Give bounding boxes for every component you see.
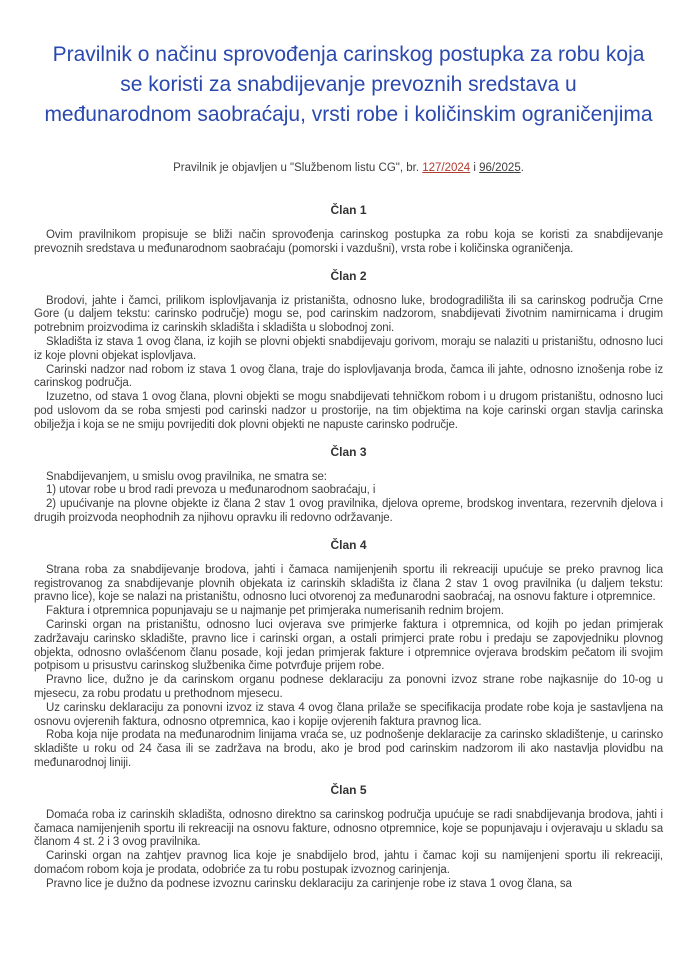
article-5-heading: Član 5 — [330, 782, 367, 797]
article-paragraph: Uz carinsku deklaraciju za ponovni izvoz iz stava 4 ovog člana prilaže se specifikacija prodate robe koja je sastavljena na osnovu ovjerenih faktura, odnosno otpremnica, kao i kopije ovjerenih faktura pravnog lica. — [34, 701, 663, 728]
article-5 — [34, 783, 663, 892]
article-1 — [34, 203, 663, 257]
article-paragraph: Carinski organ na pristaništu, odnosno luci ovjerava sve primjerke faktura i otpremnica, od kojih po jedan primjerak zadržavaju carinsko skladište, pravno lice i carinski organ, a ostali primjerci prate robu i predaju se zapovjedniku plovnog objekta, odnosno ovlašćenom članu posade, koji jedan primjerak fakture i otpremnice ovjerava brodskim pečatom ili svojim potpisom u prisustvu carinskog službenika čime potvrđuje prijem robe. — [34, 618, 663, 673]
article-paragraph: 1) utovar robe u brod radi prevoza u međunarodnom saobraćaju, i — [46, 484, 376, 497]
page-title: Pravilnik o načinu sprovođenja carinskog postupka za robu koja se koristi za snabdijevanje prevoznih sredstava u međunarodnom saobraćaju, vrsti robe i količinskim ograničenjima — [44, 43, 653, 126]
article-paragraph: Roba koja nije prodata na međunarodnim linijama vraća se, uz podnošenje deklaracije za carinsko skladištenje, u carinsko skladište u roku od 24 časa ili se zadržava na brodu, ako je brod pod carinskim nadzorom ili ako nastavlja plovidbu na međunarodnoj liniji. — [34, 729, 663, 769]
article-paragraph: Brodovi, jahte i čamci, prilikom isplovljavanja iz pristaništa, odnosno luke, brodogradilišta ili sa carinskog područja Crne Gore (u daljem tekstu: carinsko područje) mogu se, pod carinskim nadzorom, snabdijevati životnim namirnicama i drugim potrebnim proizvodima iz carinskih skladišta i skladišta u slobodnoj zoni. — [34, 294, 663, 335]
article-4-heading: Član 4 — [330, 537, 367, 552]
article-paragraph: Skladišta iz stava 1 ovog člana, iz kojih se plovni objekti snabdijevaju gorivom, moraju se nalaziti u pristaništu, odnosno luci iz koje plovni objekat isplovljava. — [34, 335, 663, 362]
article-3-heading: Član 3 — [330, 444, 367, 459]
article-paragraph: Ovim pravilnikom propisuje se bliži način sprovođenja carinskog postupka za robu koja se koristi za snabdijevanje prevoznih sredstava u međunarodnom saobraćaju (pomorski i vazdušni), vrsta robe i količinska ograničenja. — [34, 229, 663, 255]
article-1-heading: Član 1 — [330, 203, 367, 217]
article-paragraph: 2) upućivanje na plovne objekte iz člana 2 stav 1 ovog pravilnika, djelova opreme, brodskog inventara, rezervnih djelova i drugih proizvoda neophodnih za njihovu opravku ili redovno održavanje. — [34, 498, 663, 524]
publication-suffix: . — [520, 162, 524, 174]
article-4 — [34, 538, 663, 771]
article-paragraph: Carinski organ na zahtjev pravnog lica koje je snabdijelo brod, jahtu i čamac koji su namijenjeni sportu ili rekreaciji, domaćom robom koja je prodata, odobriće za tu robu postupak izvoznog carinjenja. — [34, 850, 663, 876]
article-paragraph: Pravno lice, dužno je da carinskom organu podnese deklaraciju za ponovni izvoz strane robe najkasnije do 10-og u mjesecu, za robu prodatu u prethodnom mjesecu. — [34, 674, 663, 700]
article-2-heading: Član 2 — [330, 268, 367, 283]
publication-note — [34, 161, 663, 175]
article-paragraph: Pravno lice je dužno da podnese izvoznu carinsku deklaraciju za carinjenje robe iz stava 1 ovog člana, sa — [46, 877, 572, 890]
publication-separator: i — [470, 162, 480, 174]
gazette-link-96-2025[interactable]: 96/2025 — [479, 162, 521, 174]
publication-prefix: Pravilnik je objavljen u "Službenom listu CG", br. — [173, 162, 423, 174]
article-paragraph: Strana roba za snabdijevanje brodova, jahti i čamaca namijenjenih sportu ili rekreaciji upućuje se preko pravnog lica registrovanog za snabdijevanje plovnih objekata iz carinskih skladišta iz člana 2 stav 1 ovog pravilnika (u daljem tekstu: pravno lice), koje se nalazi na pristaništu, odnosno luci otvorenoj za međunarodni saobraćaj, na osnovu fakture i otpremnice. — [34, 563, 663, 604]
article-paragraph: Izuzetno, od stava 1 ovog člana, plovni objekti se mogu snabdijevati tehničkom robom i u drugom pristaništu, odnosno luci pod uslovom da se roba smjesti pod carinski nadzor u prostorije, na tim objektima na koje carinski organ stavlja carinska obilježja i koja se ne smiju povrijediti dok plovni objekti ne napuste carinsko područje. — [34, 391, 663, 431]
article-paragraph: Faktura i otpremnica popunjavaju se u najmanje pet primjeraka numerisanih rednim brojem. — [46, 605, 504, 618]
article-paragraph: Domaća roba iz carinskih skladišta, odnosno direktno sa carinskog područja upućuje se radi snabdijevanja brodova, jahti i čamaca namijenjenih sportu ili rekreaciji na osnovu fakture, odnosno otpremnice, koje se popunjavaju i ovjeravaju u skladu sa članom 4 st. 2 i 3 ovog pravilnika. — [34, 808, 663, 849]
article-2 — [34, 269, 663, 433]
article-3 — [34, 445, 663, 526]
gazette-link-127-2024[interactable]: 127/2024 — [422, 162, 471, 174]
article-paragraph: Carinski nadzor nad robom iz stava 1 ovog člana, traje do isplovljavanja broda, čamca ili jahte, odnosno iznošenja robe iz carinskog područja. — [34, 363, 663, 390]
article-paragraph: Snabdijevanjem, u smislu ovog pravilnika, ne smatra se: — [46, 470, 327, 483]
